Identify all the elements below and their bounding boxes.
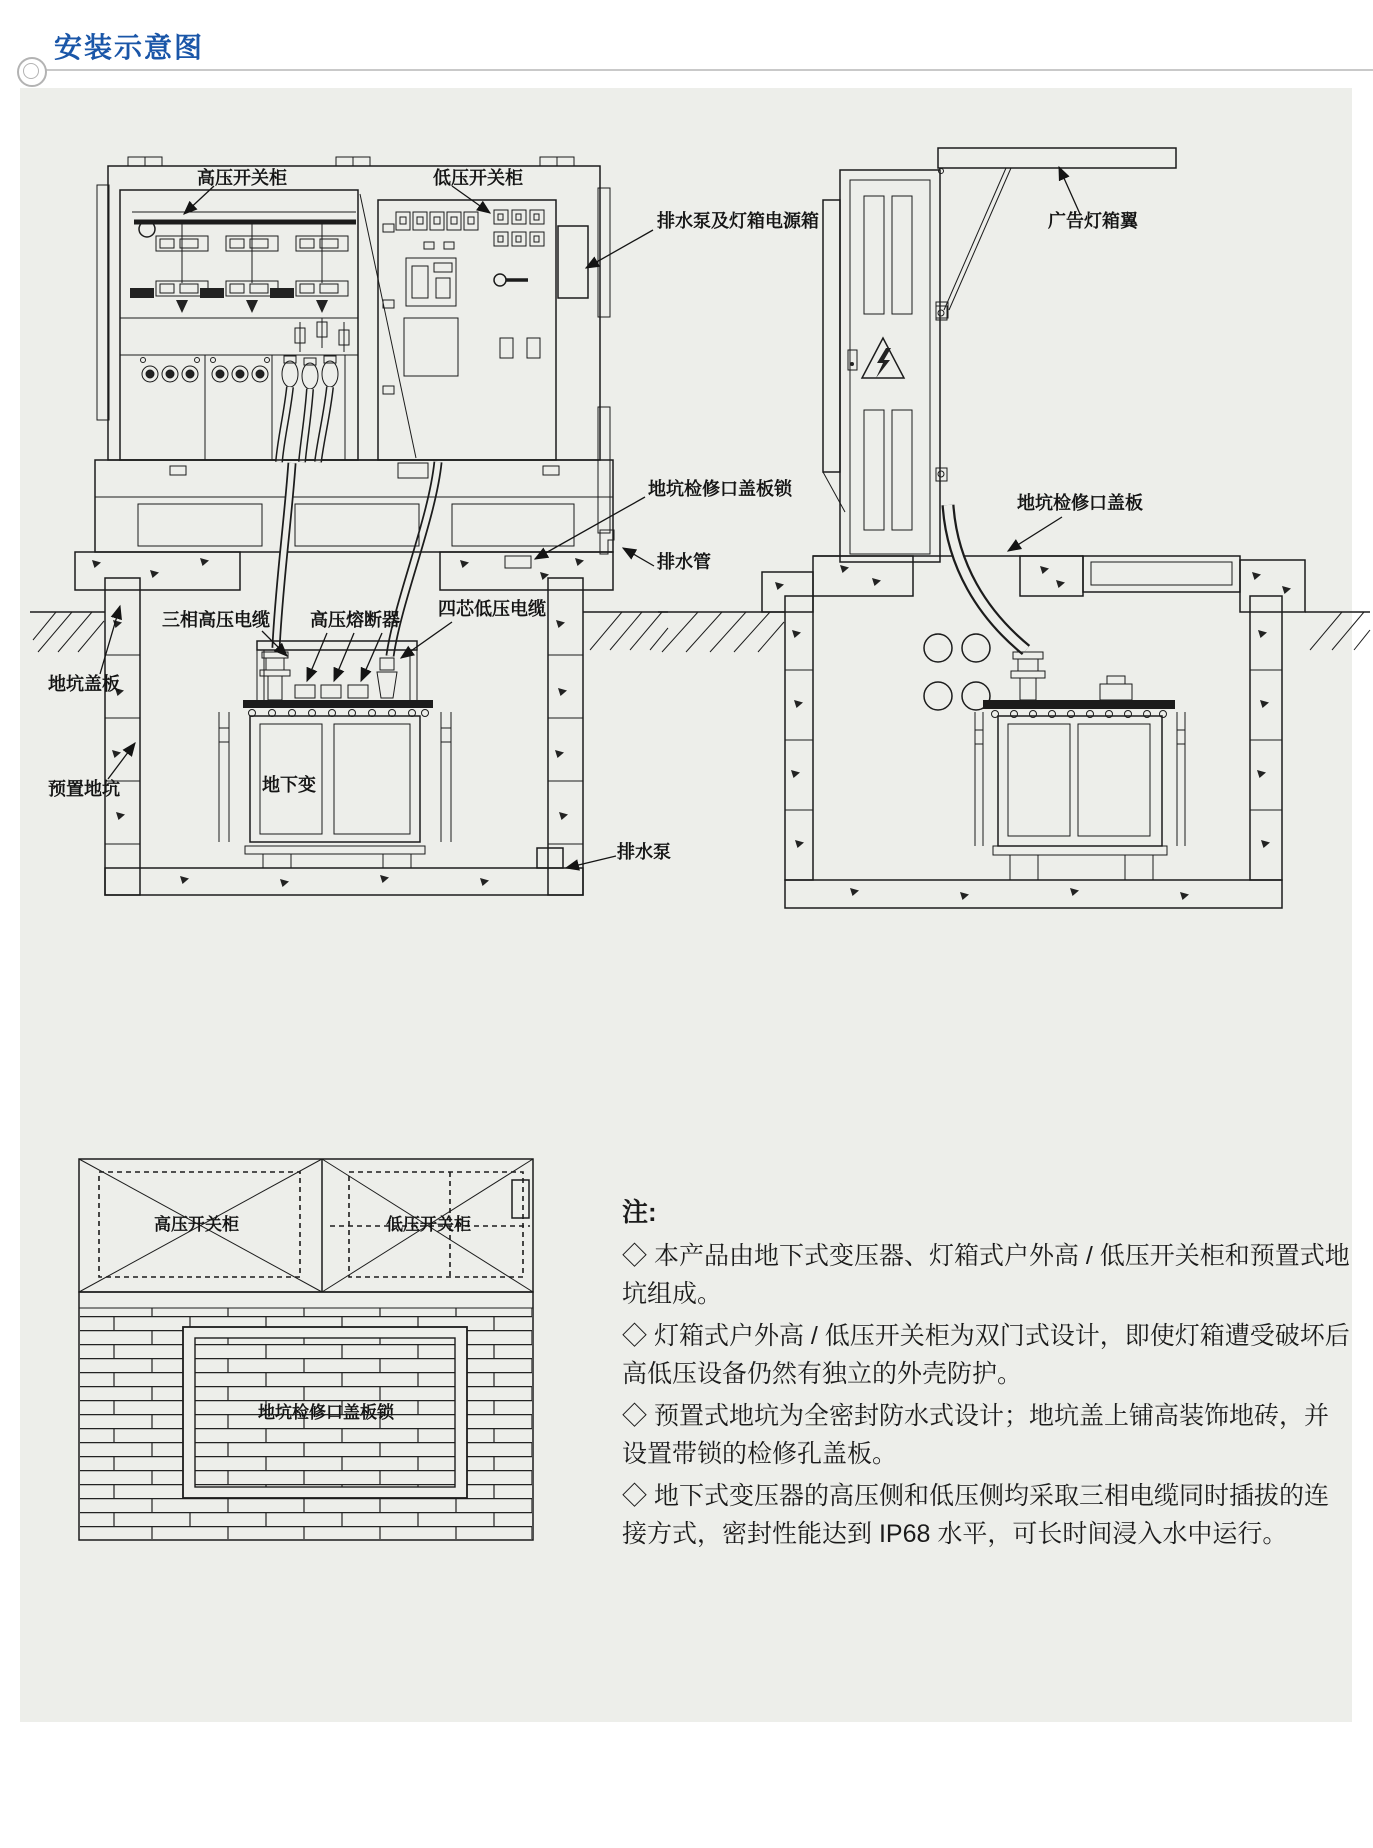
label-four-core-lv-cable: 四芯低压电缆 [438,599,546,619]
note-item: ◇ 预置式地坑为全密封防水式设计；地坑盖上铺高装饰地砖，并设置带锁的检修孔盖板。 [622,1402,1329,1468]
label-pump-power-box: 排水泵及灯箱电源箱 [657,211,819,231]
label-pit-access-cover: 地坑检修口盖板 [1017,493,1143,513]
label-lv-cabinet-front: 低压开关柜 [433,168,523,188]
label-lv-cabinet-top: 低压开关柜 [386,1215,471,1234]
notes-section [622,1192,1350,1557]
label-precast-pit: 预置地坑 [48,779,120,799]
notes-heading: 注: [622,1197,657,1227]
label-pit-access-lock-front: 地坑检修口盖板锁 [648,479,792,499]
note-item: ◇ 灯箱式户外高 / 低压开关柜为双门式设计，即使灯箱遭受破坏后高低压设备仍然有独立的外壳防护。 [622,1322,1350,1388]
side-view-drawing [658,148,1370,908]
label-drain-pump: 排水泵 [617,842,671,862]
note-item: ◇ 本产品由地下式变压器、灯箱式户外高 / 低压开关柜和预置式地坑组成。 [622,1242,1350,1308]
label-drain-pipe: 排水管 [657,552,711,572]
page-title: 安装示意图 [54,32,205,63]
leader-lines [100,167,1080,868]
label-pit-cover: 地坑盖板 [48,674,120,694]
note-item: ◇ 地下式变压器的高压侧和低压侧均采取三相电缆同时插拔的连接方式，密封性能达到 IP68 水平，可长时间浸入水中运行。 [622,1482,1329,1548]
label-hv-cabinet-top: 高压开关柜 [154,1215,239,1234]
label-three-phase-hv-cable: 三相高压电缆 [162,610,270,630]
label-underground-transformer: 地下变 [262,775,316,795]
label-ad-lightbox-wing: 广告灯箱翼 [1048,211,1138,231]
label-hv-fuse: 高压熔断器 [310,610,400,630]
front-view-drawing [30,157,668,895]
label-pit-access-lock-top: 地坑检修口盖板锁 [258,1403,394,1422]
label-hv-cabinet-front: 高压开关柜 [197,168,287,188]
